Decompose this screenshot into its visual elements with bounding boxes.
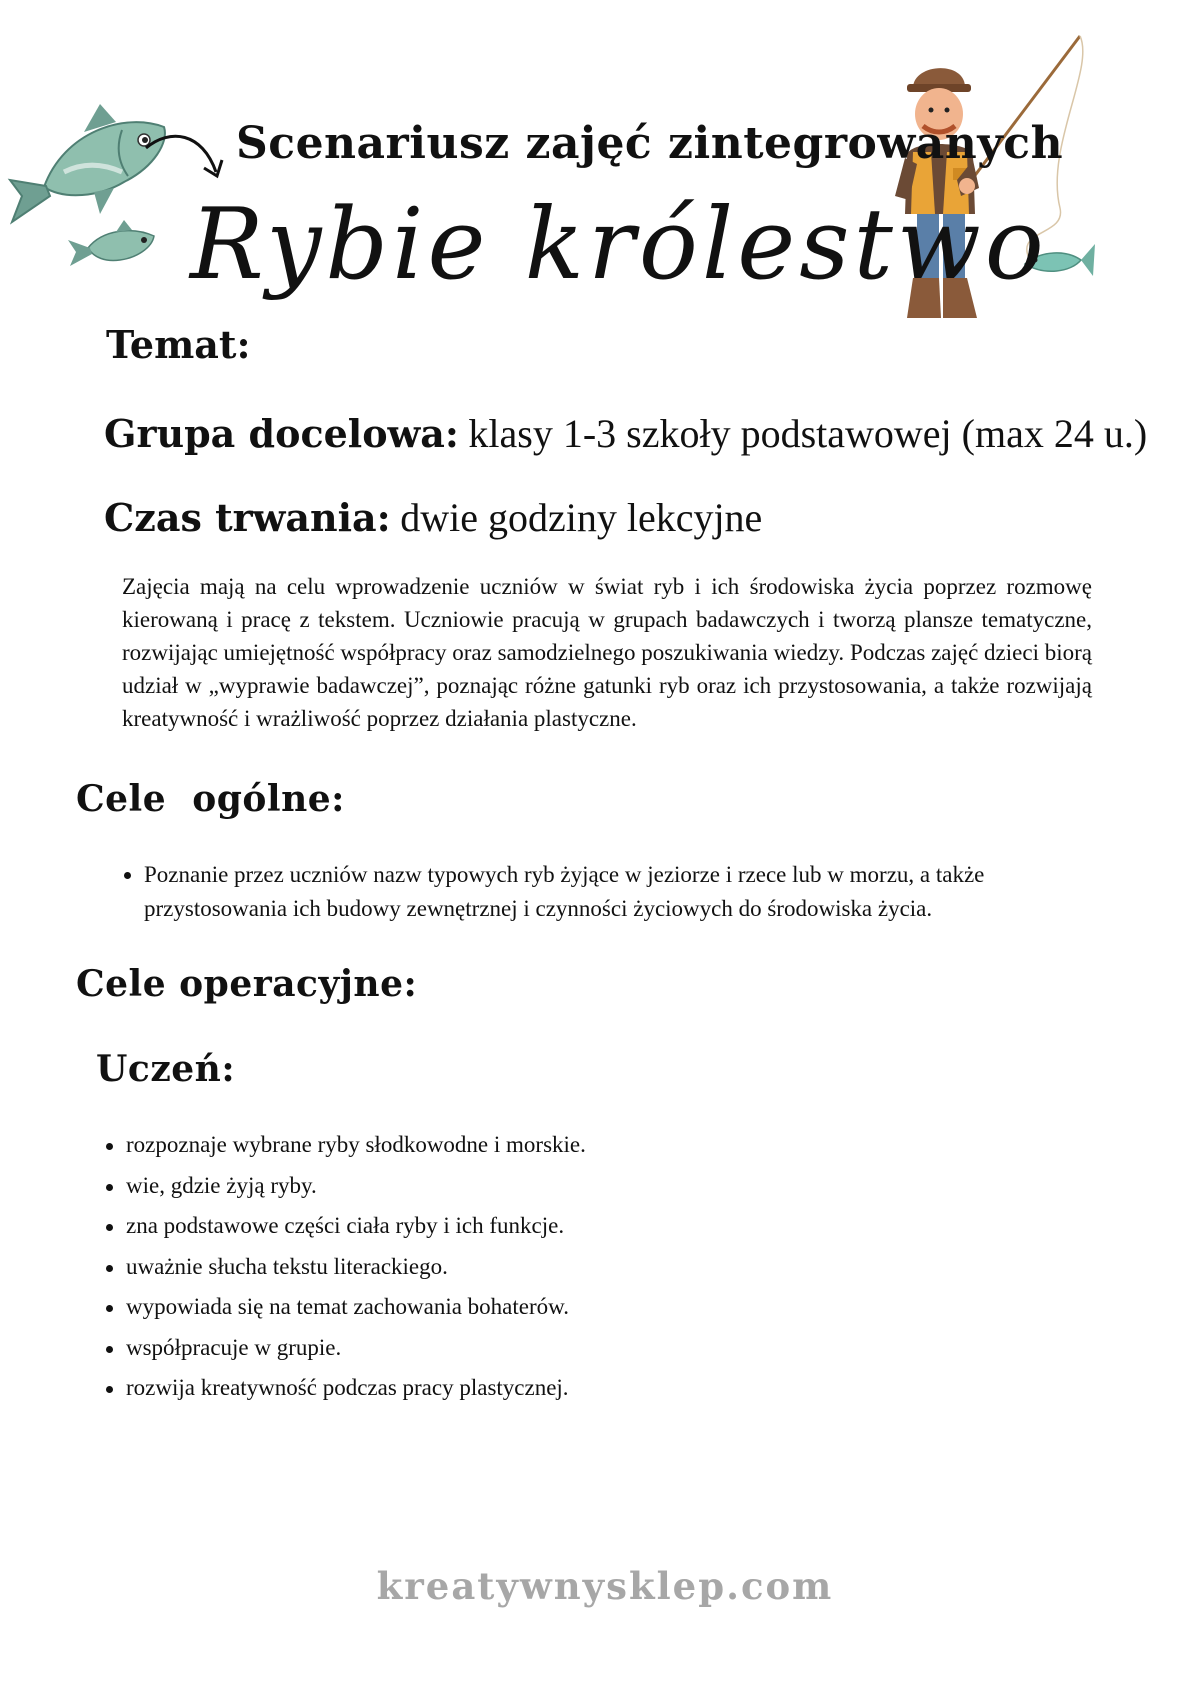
general-goals-list [122,858,1062,926]
list-item: wie, gdzie żyją ryby. [104,1171,804,1212]
fish-small-icon [66,214,162,274]
list-item: współpracuje w grupie. [104,1333,804,1374]
duration-label: Czas trwania: [104,495,391,540]
duration-field [104,494,762,541]
curved-arrow-icon [140,128,230,188]
target-group-value: klasy 1-3 szkoły podstawowej (max 24 u.) [468,411,1148,456]
list-item: zna podstawowe części ciała ryby i ich funkcje. [104,1211,804,1252]
topic-field [106,322,251,368]
document-title: Rybie królestwo [190,188,1048,302]
list-item: wypowiada się na temat zachowania bohaterów. [104,1292,804,1333]
list-item: Poznanie przez uczniów nazw typowych ryb żyjące w jeziorze i rzece lub w morzu, a także przystosowania ich budowy zewnętrznej i czynności życiowych do środowiska życia. [122,858,1062,926]
target-group-label: Grupa docelowa: [104,411,459,456]
topic-label: Temat: [106,322,251,367]
list-item: rozpoznaje wybrane ryby słodkowodne i morskie. [104,1130,804,1171]
operational-goals-heading: Cele operacyjne: [76,963,418,1005]
general-goals-heading: Cele ogólne: [76,778,345,820]
target-group-field [104,410,1147,457]
footer-website: kreatywnysklep.com [376,1564,834,1608]
operational-goals-list [104,1130,804,1414]
student-subheading: Uczeń: [96,1048,236,1090]
list-item: uważnie słucha tekstu literackiego. [104,1252,804,1293]
duration-value: dwie godziny lekcyjne [400,495,763,540]
list-item: rozwija kreatywność podczas pracy plastycznej. [104,1373,804,1414]
intro-paragraph: Zajęcia mają na celu wprowadzenie uczniów w świat ryb i ich środowiska życia poprzez rozmowę kierowaną i pracę z tekstem. Uczniowie pracują w grupach badawczych i tworzą plansze tematyczne, rozwijając umiejętność współpracy oraz samodzielnego poszukiwania wiedzy. Podczas zajęć dzieci biorą udział w „wyprawie badawczej”, poznając różne gatunki ryb oraz ich przystosowania, a także rozwijają kreatywność i wrażliwość poprzez działania plastyczne. [122,574,1092,731]
document-subtitle: Scenariusz zajęć zintegrowanych [236,118,1064,169]
